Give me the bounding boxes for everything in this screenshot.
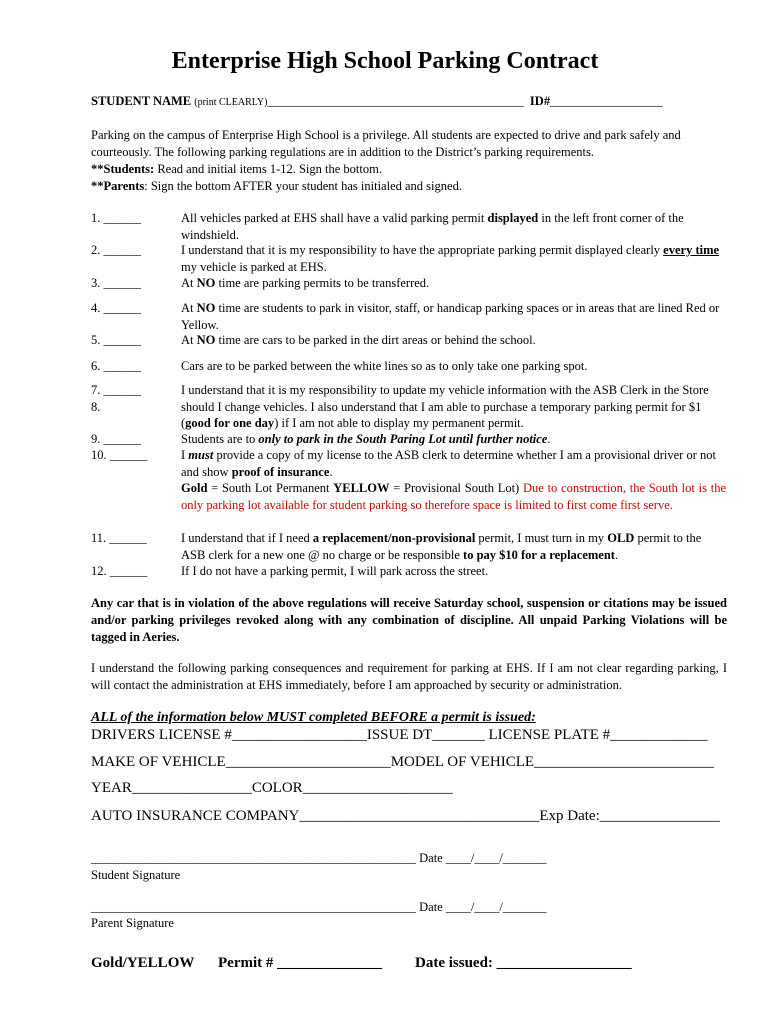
item-10-initial[interactable]: 10. ______ [91, 448, 148, 462]
students-instruction: **Students: Read and initial items 1-12. Sign the bottom. [91, 162, 382, 176]
item-12-initial[interactable]: 12. ______ [91, 564, 148, 578]
item-3-text: At NO time are parking permits to be transferred. [181, 276, 430, 290]
item-4-text: At NO time are students to park in visitor, staff, or handicap parking spaces or in areas that are lined Red or Yellow. [181, 301, 720, 332]
form-row-year-color[interactable]: YEAR________________COLOR____________________ [91, 780, 453, 796]
student-signature-line[interactable]: ____________________________________________________ Date ____/____/_______ [91, 851, 547, 865]
item-4-initial[interactable]: 4. ______ [91, 301, 141, 315]
student-signature-label: Student Signature [91, 868, 181, 882]
item-5-text: At NO time are cars to be parked in the dirt areas or behind the school. [181, 333, 536, 347]
item-11-initial[interactable]: 11. ______ [91, 531, 147, 545]
student-name-label: STUDENT NAME [91, 94, 192, 108]
item-9-initial[interactable]: 9. ______ [91, 432, 141, 446]
student-name-line [91, 94, 663, 109]
form-row-vehicle[interactable]: MAKE OF VEHICLE______________________MODEL OF VEHICLE________________________ [91, 754, 715, 770]
parent-signature-label: Parent Signature [91, 916, 174, 930]
student-name-field[interactable]: _________________________________________ [267, 94, 524, 108]
item-2-initial[interactable]: 2. ______ [91, 243, 141, 257]
item-9-text: Students are to only to park in the South Paring Lot until further notice. [181, 432, 551, 446]
student-name-hint: (print CLEARLY) [194, 97, 268, 108]
permit-number-field[interactable]: Permit # ______________ [218, 955, 383, 971]
item-8-number: 8. [91, 400, 101, 414]
student-id-label: ID# [529, 94, 551, 108]
form-heading: ALL of the information below MUST completed BEFORE a permit is issued: [91, 710, 536, 725]
item-7-initial[interactable]: 7. ______ [91, 383, 141, 397]
parent-signature-line[interactable]: ____________________________________________________ Date ____/____/_______ [91, 900, 547, 914]
page-title: Enterprise High School Parking Contract [171, 48, 599, 74]
item-10-text: I must provide a copy of my license to the ASB clerk to determine whether I am a provisional driver or not and show proof of insurance. Gold = South Lot Permanent YELLOW = Provisional South Lot) Due to construction, the South lot is the only parking lot available for student parking so therefore space is limited to first come first serve. [181, 448, 726, 512]
item-2-text: I understand that it is my responsibility to have the appropriate parking permit displayed clearly every time my vehicle is parked at EHS. [181, 243, 720, 274]
construction-notice: Due to construction, the South lot is the only parking lot available for student parking so therefore space is limited to first come first serve. [181, 481, 726, 512]
form-row-license[interactable]: DRIVERS LICENSE #__________________ISSUE DT_______ LICENSE PLATE #_____________ [91, 727, 708, 743]
item-6-text: Cars are to be parked between the white lines so as to only take one parking spot. [181, 359, 588, 373]
item-6-initial[interactable]: 6. ______ [91, 359, 141, 373]
item-3-initial[interactable]: 3. ______ [91, 276, 141, 290]
permit-color-note: Gold = South Lot Permanent YELLOW = Provisional South Lot) Due to construction, the South lot is the only parking lot available for student parking so therefore space is limited to first come first serve. [181, 481, 726, 512]
consequences-paragraph: I understand the following parking consequences and requirement for parking at EHS. If I am not clear regarding parking, I will contact the administration at EHS immediately, before I am approached by security or administration. [91, 661, 727, 692]
intro-paragraph: Parking on the campus of Enterprise High School is a privilege. All students are expected to drive and park safely and courteously. The following parking regulations are in addition to the District’s parking requirements. [91, 128, 681, 159]
student-id-field[interactable]: __________________ [550, 94, 663, 108]
gold-yellow-label: Gold/YELLOW [91, 955, 195, 971]
item-7-8-text: I understand that it is my responsibility to update my vehicle information with the ASB Clerk in the Store should I change vehicles. I also understand that I am able to purchase a temporary parking permit for $1 (good for one day) if I am not able to display my permanent permit. [181, 383, 709, 430]
form-row-insurance[interactable]: AUTO INSURANCE COMPANY________________________________Exp Date:________________ [91, 808, 720, 824]
violation-paragraph: Any car that is in violation of the above regulations will receive Saturday school, suspension or citations may be issued and/or parking privileges revoked along with any combination of discipline. All unpaid Parking Violations will be tagged in Aeries. [91, 596, 727, 644]
item-1-text: All vehicles parked at EHS shall have a valid parking permit displayed in the left front corner of the windshield. [181, 211, 684, 242]
date-issued-field[interactable]: Date issued: __________________ [415, 955, 632, 971]
item-11-text: I understand that if I need a replacement/non-provisional permit, I must turn in my OLD permit to the ASB clerk for a new one @ no charge or be responsible to pay $10 for a replacement. [181, 531, 702, 562]
item-12-text: If I do not have a parking permit, I will park across the street. [181, 564, 489, 578]
intro-section [91, 127, 727, 195]
parents-instruction: **Parents: Sign the bottom AFTER your student has initialed and signed. [91, 179, 462, 193]
item-1-initial[interactable]: 1. ______ [91, 211, 141, 225]
item-5-initial[interactable]: 5. ______ [91, 333, 141, 347]
